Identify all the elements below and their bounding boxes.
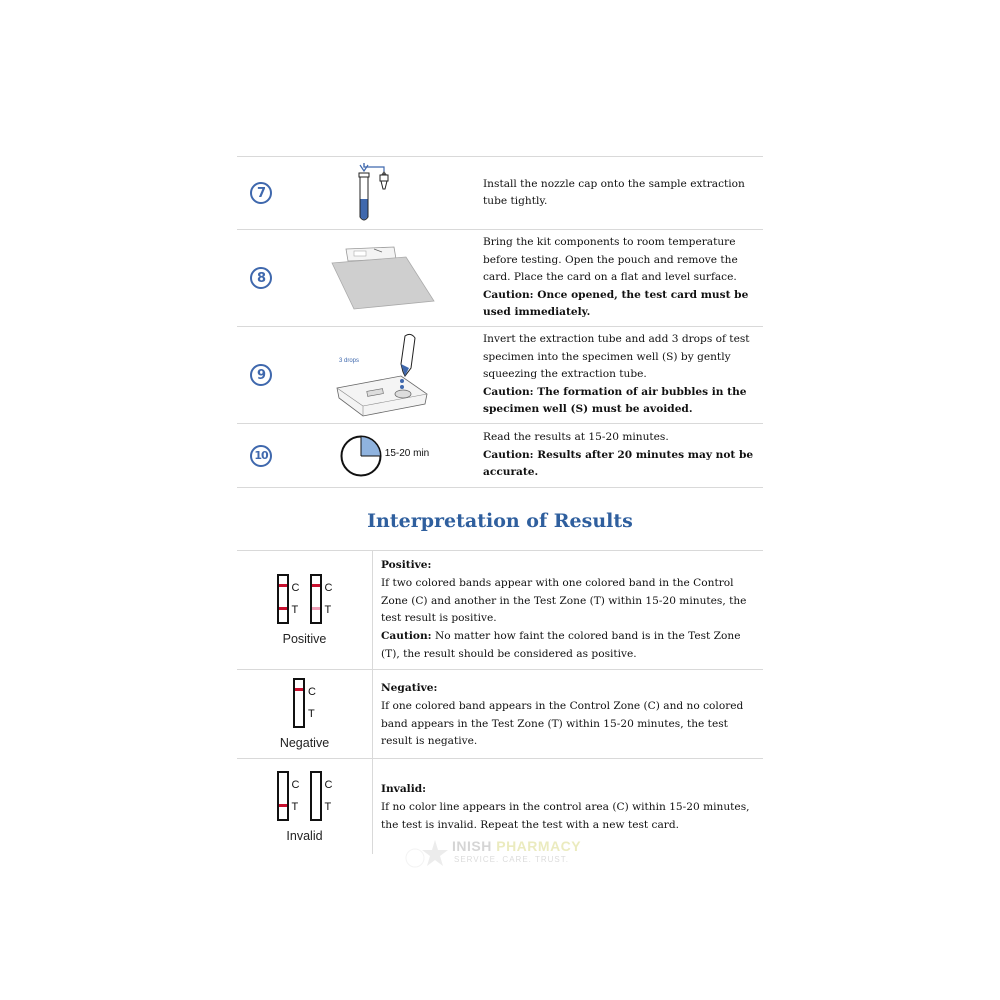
test-letter: T xyxy=(291,800,299,813)
positive-caution-label: Caution: xyxy=(381,630,432,643)
timer-label: 15-20 min xyxy=(384,448,430,459)
step-row-8 xyxy=(237,229,763,326)
step-8-text: Bring the kit components to room temperature before testing. Open the pouch and remove the card. Place the card on a flat and level surface. xyxy=(483,236,738,284)
timer-clock-icon xyxy=(285,434,483,478)
step-row-9 xyxy=(237,326,763,423)
step-row-10 xyxy=(237,423,763,488)
step-9-caution: Caution: The formation of air bubbles in the specimen well (S) must be avoided. xyxy=(483,385,747,416)
control-letter: C xyxy=(291,582,300,594)
interpretation-title: Interpretation of Results xyxy=(367,510,633,532)
invalid-heading: Invalid: xyxy=(381,783,427,795)
step-number-9: 9 xyxy=(250,364,272,386)
step-7-text: Install the nozzle cap onto the sample extraction tube tightly. xyxy=(483,177,745,207)
control-letter: C xyxy=(291,778,300,791)
positive-heading: Positive: xyxy=(381,559,432,571)
result-label-positive: Positive xyxy=(282,632,327,646)
watermark-name-main: INISH xyxy=(452,838,492,854)
test-letter: T xyxy=(324,604,332,616)
drops-into-well-icon xyxy=(285,332,483,418)
watermark-name xyxy=(452,838,581,854)
invalid-text: If no color line appears in the control area (C) within 15-20 minutes, the test is invalid. Repeat the test with a new test card. xyxy=(381,800,750,831)
step-row-7 xyxy=(237,156,763,229)
nozzle-cap-tube-icon xyxy=(285,161,483,225)
test-strip xyxy=(277,771,300,821)
invalid-strips xyxy=(277,771,333,821)
result-row-negative xyxy=(237,669,763,758)
positive-text: If two colored bands appear with one colored band in the Control Zone (C) and another in the Test Zone (T) within 15-20 minutes, the test result is positive. xyxy=(381,576,747,625)
test-strip-blank xyxy=(310,771,333,821)
negative-text: If one colored band appears in the Control Zone (C) and no colored band appears in the Test Zone (T) within 15-20 minutes, the test result is negative. xyxy=(381,699,744,748)
test-strip xyxy=(277,574,300,624)
watermark-name-accent: PHARMACY xyxy=(496,838,582,854)
negative-heading: Negative: xyxy=(381,682,438,694)
step-10-text: Read the results at 15-20 minutes. xyxy=(483,431,669,444)
step-number-7: 7 xyxy=(250,182,272,204)
positive-caution-text: No matter how faint the colored band is in the Test Zone (T), the result should be considered as positive. xyxy=(381,630,741,660)
step-number-10: 10 xyxy=(250,445,272,467)
test-strip xyxy=(293,678,316,728)
control-letter: C xyxy=(308,686,316,698)
pouch-card-icon xyxy=(285,243,483,313)
drops-label: 3 drops xyxy=(339,358,360,364)
test-strip-faint xyxy=(310,574,333,624)
test-letter: T xyxy=(308,708,315,720)
test-letter: T xyxy=(291,604,299,616)
step-9-text: Invert the extraction tube and add 3 drops of test specimen into the specimen well (S) by gently squeezing the extraction tube. xyxy=(483,333,750,381)
step-8-caution: Caution: Once opened, the test card must be used immediately. xyxy=(483,288,749,319)
step-number-8: 8 xyxy=(250,267,272,289)
result-label-invalid: Invalid xyxy=(286,828,323,843)
pharmacy-watermark xyxy=(405,838,605,872)
watermark-tagline: SERVICE. CARE. TRUST. xyxy=(454,855,569,864)
control-letter: C xyxy=(324,778,333,791)
step-10-caution: Caution: Results after 20 minutes may not be accurate. xyxy=(483,448,754,479)
positive-strips xyxy=(277,574,333,624)
result-label-negative: Negative xyxy=(279,736,330,750)
test-letter: T xyxy=(324,800,332,813)
control-letter: C xyxy=(324,582,333,594)
result-row-positive xyxy=(237,550,763,669)
star-logo-icon xyxy=(405,838,449,872)
instructions-page xyxy=(237,156,763,854)
